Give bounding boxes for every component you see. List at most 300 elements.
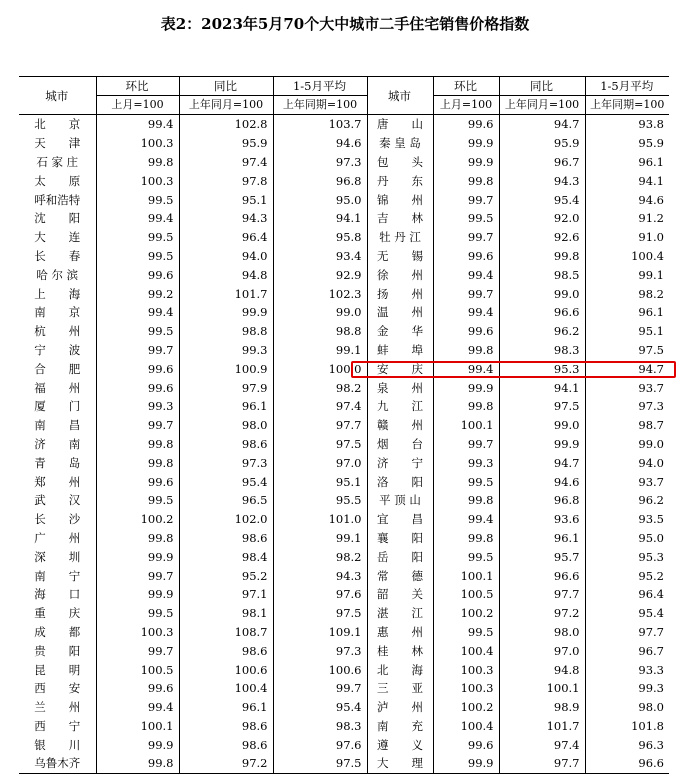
avg-value-right: 96.1 [638,305,664,320]
avg-value-left: 99.0 [273,303,367,322]
city-name-left: 长 春 [19,247,96,266]
avg-value-right: 93.7 [638,474,664,489]
mom-value-left: 99.9 [96,735,179,754]
city-name-right: 安 庆 [367,359,433,378]
city-name-left: 济 南 [19,435,96,454]
avg-value-right: 96.7 [638,643,664,658]
mom-value-left: 99.9 [96,547,179,566]
yoy-value-right: 99.9 [499,435,585,454]
city-name-left: 武 汉 [19,491,96,510]
city-name-right: 包 头 [367,153,433,172]
header-avg-left: 1-5月平均 [273,77,367,96]
mom-value-right: 99.9 [433,153,499,172]
table-row [19,529,669,548]
mom-value-right: 99.7 [433,228,499,247]
mom-value-left: 99.5 [96,190,179,209]
avg-value-right: 93.8 [638,117,664,132]
avg-value-right: 94.0 [638,455,664,470]
avg-value-right: 95.1 [638,324,664,339]
yoy-value-left: 96.1 [179,397,273,416]
city-name-right: 温 州 [367,303,433,322]
mom-value-left: 99.5 [96,604,179,623]
city-name-right: 吉 林 [367,209,433,228]
yoy-value-left: 98.6 [179,717,273,736]
avg-value-right: 96.4 [638,587,664,602]
city-name-left: 南 昌 [19,416,96,435]
table-row [19,435,669,454]
table-row [19,453,669,472]
city-name-right: 蚌 埠 [367,341,433,360]
mom-value-right: 99.7 [433,435,499,454]
table-row [19,698,669,717]
city-name-right: 惠 州 [367,623,433,642]
yoy-value-right: 94.7 [499,115,585,134]
yoy-value-left: 102.0 [179,510,273,529]
city-name-right: 南 充 [367,717,433,736]
city-name-left: 太 原 [19,171,96,190]
mom-value-right: 100.4 [433,641,499,660]
yoy-value-right: 94.1 [499,378,585,397]
city-name-left: 兰 州 [19,698,96,717]
yoy-value-left: 101.7 [179,284,273,303]
yoy-value-right: 96.1 [499,529,585,548]
mom-value-left: 100.3 [96,134,179,153]
mom-value-left: 99.7 [96,641,179,660]
city-name-right: 九 江 [367,397,433,416]
mom-value-right: 99.9 [433,378,499,397]
mom-value-left: 99.5 [96,491,179,510]
city-name-left: 西 宁 [19,717,96,736]
avg-value-right: 98.7 [638,418,664,433]
yoy-value-left: 94.8 [179,265,273,284]
header-mom-left: 环比 [96,77,179,96]
city-name-right: 济 宁 [367,453,433,472]
header-yoy-left: 同比 [179,77,273,96]
table-row [19,735,669,754]
avg-value-left: 97.5 [273,435,367,454]
avg-value-right: 94.7 [638,361,664,376]
mom-value-right: 99.6 [433,247,499,266]
mom-value-right: 99.8 [433,397,499,416]
mom-value-left: 100.1 [96,717,179,736]
yoy-value-right: 97.5 [499,397,585,416]
avg-value-right: 91.0 [638,230,664,245]
avg-value-right: 93.3 [638,662,664,677]
mom-value-right: 99.5 [433,547,499,566]
avg-value-left: 97.0 [273,453,367,472]
avg-value-left: 96.8 [273,171,367,190]
avg-value-left: 97.3 [273,153,367,172]
mom-value-left: 99.6 [96,265,179,284]
yoy-value-left: 95.2 [179,566,273,585]
yoy-value-right: 101.7 [499,717,585,736]
avg-value-right: 99.0 [638,436,664,451]
table-row [19,209,669,228]
mom-value-left: 99.5 [96,322,179,341]
avg-value-left: 97.7 [273,416,367,435]
mom-value-left: 99.7 [96,416,179,435]
yoy-value-left: 98.6 [179,435,273,454]
avg-value-left: 102.3 [273,284,367,303]
table-row [19,322,669,341]
mom-value-left: 99.8 [96,153,179,172]
mom-value-left: 99.5 [96,228,179,247]
city-name-right: 岳 阳 [367,547,433,566]
header-mom-base-left: 上月=100 [96,96,179,115]
table-row [19,171,669,190]
avg-value-right: 94.6 [638,192,664,207]
yoy-value-left: 97.4 [179,153,273,172]
mom-value-left: 99.6 [96,378,179,397]
table-row [19,397,669,416]
mom-value-right: 99.6 [433,735,499,754]
yoy-value-right: 97.0 [499,641,585,660]
mom-value-right: 100.1 [433,566,499,585]
mom-value-right: 99.6 [433,322,499,341]
avg-value-left: 103.7 [273,115,367,134]
city-name-right: 常 德 [367,566,433,585]
mom-value-left: 99.7 [96,566,179,585]
yoy-value-right: 94.7 [499,453,585,472]
yoy-value-right: 97.4 [499,735,585,754]
avg-value-left: 100.6 [273,660,367,679]
city-name-right: 湛 江 [367,604,433,623]
yoy-value-right: 96.2 [499,322,585,341]
header-avg-base-left: 上年同期=100 [273,96,367,115]
avg-value-left: 95.4 [273,698,367,717]
avg-value-left: 97.6 [273,735,367,754]
city-name-right: 北 海 [367,660,433,679]
avg-value-right: 95.9 [638,136,664,151]
avg-value-right: 99.1 [638,267,664,282]
yoy-value-right: 96.6 [499,566,585,585]
city-name-right: 三 亚 [367,679,433,698]
city-name-left: 西 安 [19,679,96,698]
mom-value-right: 99.8 [433,491,499,510]
table-row [19,284,669,303]
table-row [19,641,669,660]
city-name-right: 唐 山 [367,115,433,134]
mom-value-left: 99.3 [96,397,179,416]
yoy-value-left: 99.9 [179,303,273,322]
avg-value-left: 97.5 [273,604,367,623]
header-yoy-base-right: 上年同月=100 [499,96,585,115]
table-row [19,754,669,773]
city-name-left: 银 川 [19,735,96,754]
city-name-left: 哈 尔 滨 [19,265,96,284]
avg-value-right: 95.2 [638,568,664,583]
yoy-value-right: 97.7 [499,754,585,773]
city-name-right: 泸 州 [367,698,433,717]
city-name-left: 海 口 [19,585,96,604]
avg-value-left: 99.1 [273,529,367,548]
table-row [19,679,669,698]
avg-value-right: 98.2 [638,286,664,301]
header-yoy-base-left: 上年同月=100 [179,96,273,115]
mom-value-left: 99.5 [96,247,179,266]
mom-value-left: 100.2 [96,510,179,529]
yoy-value-right: 100.1 [499,679,585,698]
city-name-right: 宜 昌 [367,510,433,529]
mom-value-left: 100.3 [96,623,179,642]
avg-value-left: 95.8 [273,228,367,247]
city-name-left: 大 连 [19,228,96,247]
yoy-value-left: 100.6 [179,660,273,679]
avg-value-right: 91.2 [638,211,664,226]
table-row [19,416,669,435]
city-name-right: 牡 丹 江 [367,228,433,247]
avg-value-right: 93.5 [638,512,664,527]
city-name-left: 乌鲁木齐 [19,754,96,773]
avg-value-right: 98.0 [638,700,664,715]
city-name-left: 长 沙 [19,510,96,529]
mom-value-right: 100.1 [433,416,499,435]
city-name-left: 福 州 [19,378,96,397]
yoy-value-right: 99.0 [499,284,585,303]
mom-value-left: 99.4 [96,115,179,134]
city-name-right: 徐 州 [367,265,433,284]
yoy-value-right: 96.6 [499,303,585,322]
city-name-right: 泉 州 [367,378,433,397]
table-row [19,660,669,679]
mom-value-right: 99.4 [433,359,499,378]
mom-value-left: 99.6 [96,679,179,698]
yoy-value-left: 96.5 [179,491,273,510]
yoy-value-left: 94.0 [179,247,273,266]
avg-value-right: 95.0 [638,530,664,545]
avg-value-left: 94.6 [273,134,367,153]
city-name-right: 金 华 [367,322,433,341]
avg-value-left: 97.4 [273,397,367,416]
mom-value-right: 99.4 [433,510,499,529]
yoy-value-left: 100.9 [179,359,273,378]
avg-value-right: 94.1 [638,173,664,188]
avg-value-right: 93.7 [638,380,664,395]
yoy-value-right: 98.0 [499,623,585,642]
mom-value-left: 100.3 [96,171,179,190]
avg-value-right: 96.6 [585,754,669,773]
city-name-left: 杭 州 [19,322,96,341]
yoy-value-right: 94.6 [499,472,585,491]
yoy-value-right: 99.8 [499,247,585,266]
avg-value-left: 94.1 [273,209,367,228]
mom-value-left: 99.8 [96,529,179,548]
city-name-left: 宁 波 [19,341,96,360]
yoy-value-left: 108.7 [179,623,273,642]
avg-value-left: 92.9 [273,265,367,284]
mom-value-left: 99.8 [96,435,179,454]
header-avg-base-right: 上年同期=100 [585,96,669,115]
yoy-value-right: 94.8 [499,660,585,679]
avg-value-right: 99.3 [638,681,664,696]
table-row [19,341,669,360]
table-row [19,585,669,604]
header-yoy-right: 同比 [499,77,585,96]
mom-value-right: 99.5 [433,472,499,491]
avg-value-right: 97.7 [638,624,664,639]
yoy-value-left: 98.6 [179,641,273,660]
yoy-value-left: 102.8 [179,115,273,134]
mom-value-right: 99.4 [433,303,499,322]
city-name-left: 贵 阳 [19,641,96,660]
mom-value-left: 99.2 [96,284,179,303]
yoy-value-left: 98.4 [179,547,273,566]
yoy-value-right: 99.0 [499,416,585,435]
yoy-value-right: 97.2 [499,604,585,623]
yoy-value-left: 97.8 [179,171,273,190]
city-name-left: 北 京 [19,115,96,134]
mom-value-left: 99.4 [96,303,179,322]
avg-value-right: 95.3 [638,549,664,564]
page-title: 表2：2023年5月70个大中城市二手住宅销售价格指数 [160,15,530,33]
avg-value-left: 95.1 [273,472,367,491]
header-mom-base-right: 上月=100 [433,96,499,115]
yoy-value-left: 98.1 [179,604,273,623]
yoy-value-right: 98.9 [499,698,585,717]
yoy-value-left: 99.3 [179,341,273,360]
city-name-right: 秦 皇 岛 [367,134,433,153]
city-name-left: 南 京 [19,303,96,322]
table-row [19,115,669,134]
table-row [19,717,669,736]
city-name-left: 合 肥 [19,359,96,378]
table-row [19,472,669,491]
mom-value-left: 99.4 [96,209,179,228]
table-row [19,247,669,266]
yoy-value-right: 93.6 [499,510,585,529]
city-name-left: 南 宁 [19,566,96,585]
table-body [19,115,669,774]
mom-value-right: 99.8 [433,171,499,190]
avg-value-left: 100.0 [273,359,367,378]
mom-value-left: 99.6 [96,359,179,378]
city-name-left: 上 海 [19,284,96,303]
header-mom-right: 环比 [433,77,499,96]
city-name-left: 郑 州 [19,472,96,491]
city-name-right: 大 理 [367,754,433,773]
avg-value-left: 98.2 [273,547,367,566]
city-name-left: 青 岛 [19,453,96,472]
city-name-right: 锦 州 [367,190,433,209]
table-row [19,604,669,623]
avg-value-left: 97.3 [273,641,367,660]
mom-value-right: 99.3 [433,453,499,472]
yoy-value-left: 98.6 [179,529,273,548]
city-name-left: 昆 明 [19,660,96,679]
city-name-right: 平 顶 山 [367,491,433,510]
city-name-right: 桂 林 [367,641,433,660]
table-row [19,547,669,566]
yoy-value-right: 95.3 [499,359,585,378]
table-row [19,510,669,529]
table-row [19,378,669,397]
mom-value-right: 100.3 [433,660,499,679]
yoy-value-right: 98.3 [499,341,585,360]
mom-value-left: 99.7 [96,341,179,360]
avg-value-left: 95.0 [273,190,367,209]
mom-value-right: 99.6 [433,115,499,134]
city-name-right: 韶 关 [367,585,433,604]
avg-value-left: 98.8 [273,322,367,341]
yoy-value-left: 97.1 [179,585,273,604]
table-row [19,566,669,585]
mom-value-right: 99.5 [433,623,499,642]
avg-value-left: 109.1 [273,623,367,642]
mom-value-right: 100.4 [433,717,499,736]
yoy-value-left: 97.9 [179,378,273,397]
mom-value-right: 100.2 [433,698,499,717]
city-name-right: 遵 义 [367,735,433,754]
city-name-right: 烟 台 [367,435,433,454]
avg-value-left: 97.5 [273,754,367,773]
mom-value-right: 99.4 [433,265,499,284]
avg-value-right: 101.8 [631,718,664,733]
mom-value-right: 99.8 [433,341,499,360]
mom-value-left: 100.5 [96,660,179,679]
mom-value-left: 99.9 [96,585,179,604]
table-row [19,190,669,209]
table-row [19,623,669,642]
city-name-right: 扬 州 [367,284,433,303]
avg-value-right: 100.4 [631,248,664,263]
yoy-value-left: 96.1 [179,698,273,717]
city-name-right: 赣 州 [367,416,433,435]
city-name-left: 沈 阳 [19,209,96,228]
table-row [19,228,669,247]
city-name-left: 天 津 [19,134,96,153]
avg-value-left: 99.1 [273,341,367,360]
yoy-value-left: 97.2 [179,754,273,773]
yoy-value-left: 98.0 [179,416,273,435]
city-name-right: 无 锡 [367,247,433,266]
mom-value-right: 99.7 [433,190,499,209]
table-row [19,134,669,153]
city-name-left: 呼和浩特 [19,190,96,209]
avg-value-left: 98.2 [273,378,367,397]
city-name-left: 广 州 [19,529,96,548]
avg-value-left: 99.7 [273,679,367,698]
yoy-value-left: 97.3 [179,453,273,472]
avg-value-right: 97.5 [638,342,664,357]
mom-value-right: 99.9 [433,134,499,153]
yoy-value-left: 95.1 [179,190,273,209]
yoy-value-right: 94.3 [499,171,585,190]
mom-value-left: 99.4 [96,698,179,717]
city-name-right: 襄 阳 [367,529,433,548]
avg-value-right: 95.4 [638,606,664,621]
price-index-table [19,76,669,774]
yoy-value-left: 98.8 [179,322,273,341]
yoy-value-right: 97.7 [499,585,585,604]
mom-value-right: 100.3 [433,679,499,698]
city-name-right: 洛 阳 [367,472,433,491]
avg-value-left: 94.3 [273,566,367,585]
city-name-left: 厦 门 [19,397,96,416]
yoy-value-left: 94.3 [179,209,273,228]
mom-value-right: 100.2 [433,604,499,623]
city-name-left: 深 圳 [19,547,96,566]
yoy-value-left: 100.4 [179,679,273,698]
mom-value-right: 100.5 [433,585,499,604]
city-name-right: 丹 东 [367,171,433,190]
table-row [19,491,669,510]
yoy-value-right: 95.7 [499,547,585,566]
yoy-value-left: 96.4 [179,228,273,247]
city-name-left: 成 都 [19,623,96,642]
yoy-value-right: 98.5 [499,265,585,284]
avg-value-left: 101.0 [273,510,367,529]
yoy-value-right: 96.8 [499,491,585,510]
